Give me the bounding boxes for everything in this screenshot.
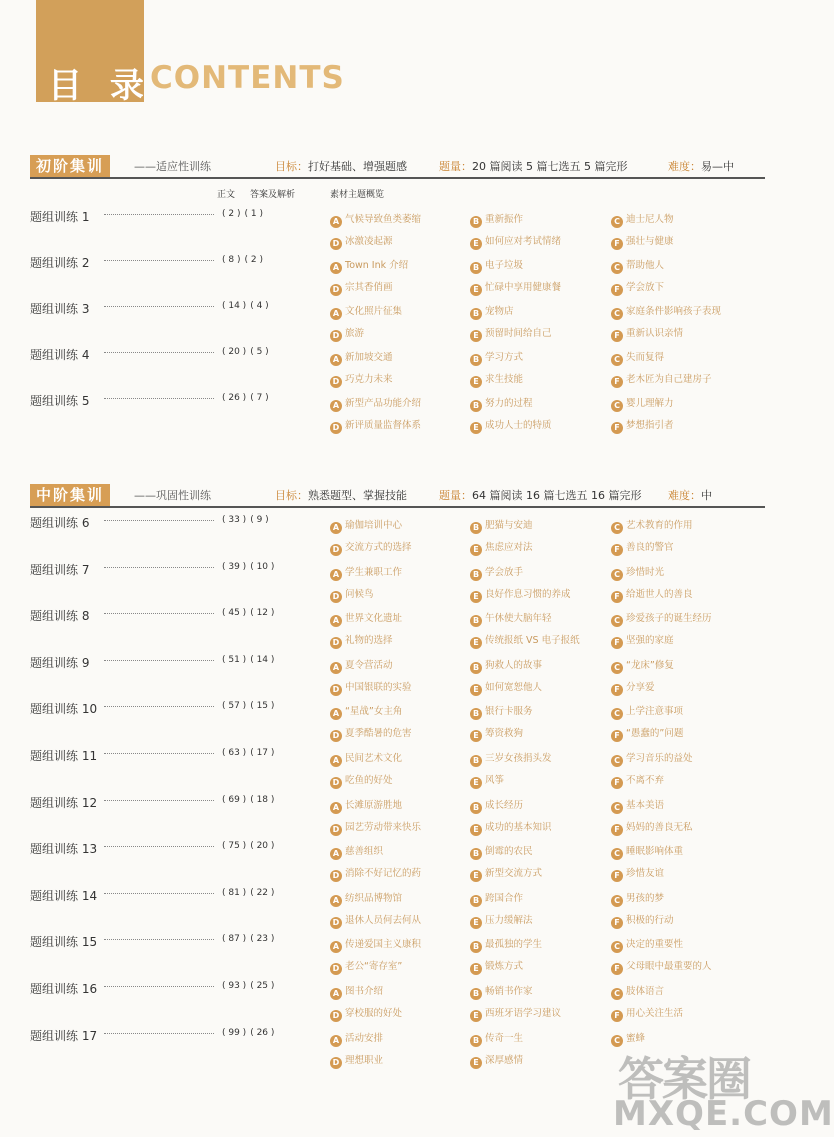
letter-badge: F xyxy=(611,376,623,388)
topic-item: C 决定的重要性 xyxy=(611,936,683,953)
watermark-logo: 答案圈 xyxy=(618,1052,750,1106)
topic-item: B 狗救人的故事 xyxy=(470,657,542,674)
toc-row-name: 题组训练 8 xyxy=(30,609,90,624)
letter-badge: E xyxy=(470,684,482,696)
topic-item: C 学习音乐的益处 xyxy=(611,750,693,767)
letter-badge: E xyxy=(470,376,482,388)
topic-item: E 深厚感情 xyxy=(470,1052,523,1069)
letter-badge: D xyxy=(330,730,342,742)
topic-item: D 巧克力未来 xyxy=(330,371,393,388)
letter-badge: C xyxy=(611,615,623,627)
letter-badge: E xyxy=(470,777,482,789)
topic-item: F 父母眼中最重要的人 xyxy=(611,958,712,975)
page-numbers: ( 69 ) ( 18 ) xyxy=(222,794,275,805)
topic-item: B 银行卡服务 xyxy=(470,703,533,720)
topic-item: E 成功人士的特质 xyxy=(470,417,552,434)
toc-row-name: 题组训练 2 xyxy=(30,256,90,270)
topic-item: C 基本美语 xyxy=(611,797,664,814)
topic-item: A 文化照片征集 xyxy=(330,303,402,320)
topic-item: D 退休人员何去何从 xyxy=(330,912,421,929)
letter-badge: C xyxy=(611,1035,623,1047)
letter-badge: D xyxy=(330,637,342,649)
page-numbers: ( 81 ) ( 22 ) xyxy=(222,887,275,898)
topic-item: D 穿校服的好处 xyxy=(330,1005,402,1022)
dot-leader xyxy=(104,1033,214,1034)
letter-badge: F xyxy=(611,238,623,250)
page-numbers: ( 45 ) ( 12 ) xyxy=(222,608,275,619)
topic-item: B 跨国合作 xyxy=(470,890,523,907)
topic-item: E 新型交流方式 xyxy=(470,865,542,882)
section-difficulty: 难度：中 xyxy=(668,489,712,502)
toc-row-name: 题组训练 17 xyxy=(30,1028,98,1043)
page-numbers: ( 8 ) ( 2 ) xyxy=(222,255,263,265)
topic-item: C 家庭条件影响孩子表现 xyxy=(611,303,721,320)
topic-item: A Town Ink 介绍 xyxy=(330,257,408,274)
dot-leader xyxy=(104,613,214,614)
toc-row-name: 题组训练 9 xyxy=(30,655,90,670)
letter-badge: D xyxy=(330,1057,342,1069)
topic-item: E 如何宽恕他人 xyxy=(470,679,542,696)
topic-item: A 世界文化遗址 xyxy=(330,610,402,627)
letter-badge: C xyxy=(611,941,623,953)
toc-row-name: 题组训练 1 xyxy=(30,210,90,224)
letter-badge: E xyxy=(470,238,482,250)
topic-item: A 活动安排 xyxy=(330,1030,383,1047)
toc-row[interactable] xyxy=(0,933,790,977)
dot-leader xyxy=(104,800,214,801)
letter-badge: F xyxy=(611,284,623,296)
letter-badge: C xyxy=(611,708,623,720)
section-header xyxy=(30,155,765,179)
toc-row[interactable] xyxy=(0,840,790,884)
letter-badge: A xyxy=(330,522,342,534)
toc-row-name: 题组训练 5 xyxy=(30,394,90,408)
page-numbers: ( 87 ) ( 23 ) xyxy=(222,934,275,945)
toc-row-name: 题组训练 6 xyxy=(30,516,90,530)
topic-item: D 老公“寄存室” xyxy=(330,958,402,975)
letter-badge: F xyxy=(611,777,623,789)
letter-badge: C xyxy=(611,848,623,860)
letter-badge: E xyxy=(470,330,482,342)
section-subtitle: ——适应性训练 xyxy=(134,160,211,173)
section-goal: 目标：打好基础、增强题感 xyxy=(275,160,407,173)
dot-leader xyxy=(104,214,214,215)
topic-item: F 分享爱 xyxy=(611,679,655,696)
watermark-url: MXQE.COM xyxy=(613,1094,834,1134)
letter-badge: A xyxy=(330,662,342,674)
col-answers: 答案及解析 xyxy=(250,190,296,200)
letter-badge: B xyxy=(470,895,482,907)
dot-leader xyxy=(104,352,214,353)
page-numbers: ( 20 ) ( 5 ) xyxy=(222,347,269,357)
topic-item: A 瑜伽培训中心 xyxy=(330,517,402,534)
topic-item: B 肥猫与安迪 xyxy=(470,517,533,534)
topic-item: E 如何应对考试情绪 xyxy=(470,233,561,250)
dot-leader xyxy=(104,706,214,707)
letter-badge: F xyxy=(611,591,623,603)
letter-badge: F xyxy=(611,330,623,342)
letter-badge: D xyxy=(330,963,342,975)
letter-badge: F xyxy=(611,1010,623,1022)
topic-item: A 民间艺术文化 xyxy=(330,750,402,767)
dot-leader xyxy=(104,306,214,307)
topic-item: F 珍惜友谊 xyxy=(611,865,664,882)
topic-item: C 睡眠影响体重 xyxy=(611,843,683,860)
topic-item: B 学会放手 xyxy=(470,564,523,581)
letter-badge: B xyxy=(470,708,482,720)
letter-badge: D xyxy=(330,917,342,929)
dot-leader xyxy=(104,398,214,399)
topic-item: D 夏季酷暑的危害 xyxy=(330,725,412,742)
page-numbers: ( 14 ) ( 4 ) xyxy=(222,301,269,311)
toc-row-name: 题组训练 11 xyxy=(30,749,98,763)
topic-item: F 坚强的家庭 xyxy=(611,632,674,649)
letter-badge: F xyxy=(611,684,623,696)
topic-item: F 老木匠为自己建房子 xyxy=(611,371,712,388)
dot-leader xyxy=(104,893,214,894)
toc-row-name: 题组训练 13 xyxy=(30,842,98,857)
letter-badge: D xyxy=(330,870,342,882)
topic-item: B 电子垃圾 xyxy=(470,257,523,274)
letter-badge: E xyxy=(470,544,482,556)
topic-item: D 中国银联的实验 xyxy=(330,679,412,696)
toc-row-name: 题组训练 4 xyxy=(30,348,90,362)
letter-badge: B xyxy=(470,262,482,274)
page-numbers: ( 2 ) ( 1 ) xyxy=(222,209,263,219)
toc-row-name: 题组训练 16 xyxy=(30,982,98,996)
letter-badge: B xyxy=(470,569,482,581)
letter-badge: D xyxy=(330,777,342,789)
topic-item: A 夏令营活动 xyxy=(330,657,393,674)
topic-item: A 长滩原游胜地 xyxy=(330,797,402,814)
letter-badge: B xyxy=(470,308,482,320)
letter-badge: A xyxy=(330,569,342,581)
topic-item: D 问候鸟 xyxy=(330,586,374,603)
dot-leader xyxy=(104,846,214,847)
letter-badge: E xyxy=(470,917,482,929)
topic-item: F 学会放下 xyxy=(611,279,664,296)
letter-badge: C xyxy=(611,400,623,412)
toc-row-name: 题组训练 15 xyxy=(30,935,98,950)
topic-item: B 成长经历 xyxy=(470,797,523,814)
letter-badge: A xyxy=(330,1035,342,1047)
topic-item: D 消除不好记忆的药 xyxy=(330,865,421,882)
section-subtitle: ——巩固性训练 xyxy=(134,489,211,502)
topic-item: A 纺织品博物馆 xyxy=(330,890,402,907)
letter-badge: C xyxy=(611,522,623,534)
toc-row-name: 题组训练 12 xyxy=(30,795,98,810)
topic-item: B 午休使大脑年轻 xyxy=(470,610,552,627)
section-header xyxy=(30,484,765,508)
letter-badge: F xyxy=(611,730,623,742)
toc-row-name: 题组训练 7 xyxy=(30,562,90,577)
topic-item: E 压力缓解法 xyxy=(470,912,533,929)
letter-badge: D xyxy=(330,684,342,696)
letter-badge: B xyxy=(470,755,482,767)
toc-row[interactable] xyxy=(0,561,790,605)
dot-leader xyxy=(104,753,214,754)
letter-badge: C xyxy=(611,895,623,907)
topic-item: E 求生技能 xyxy=(470,371,523,388)
topic-item: B 倒霉的农民 xyxy=(470,843,533,860)
topic-item: E 筹资救狗 xyxy=(470,725,523,742)
col-topics: 素材主题概览 xyxy=(330,190,385,200)
dot-leader xyxy=(104,260,214,261)
column-headers xyxy=(0,187,790,201)
letter-badge: B xyxy=(470,802,482,814)
letter-badge: D xyxy=(330,376,342,388)
letter-badge: B xyxy=(470,400,482,412)
topic-item: E 锻炼方式 xyxy=(470,958,523,975)
toc-row[interactable] xyxy=(0,747,790,791)
topic-item: B 三岁女孩捐头发 xyxy=(470,750,552,767)
letter-badge: D xyxy=(330,544,342,556)
letter-badge: D xyxy=(330,238,342,250)
letter-badge: E xyxy=(470,730,482,742)
topic-item: B 传奇一生 xyxy=(470,1030,523,1047)
section-difficulty: 难度：易—中 xyxy=(668,160,734,173)
dot-leader xyxy=(104,520,214,521)
letter-badge: E xyxy=(470,1057,482,1069)
topic-item: D 交流方式的选择 xyxy=(330,539,412,556)
page-numbers: ( 57 ) ( 15 ) xyxy=(222,701,275,712)
letter-badge: F xyxy=(611,637,623,649)
topic-item: F 强壮与健康 xyxy=(611,233,674,250)
letter-badge: B xyxy=(470,522,482,534)
topic-item: A 气候导致鱼类萎缩 xyxy=(330,211,421,228)
toc-row[interactable] xyxy=(0,254,790,298)
toc-row-name: 题组训练 3 xyxy=(30,302,90,316)
topic-item: A 学生兼职工作 xyxy=(330,564,402,581)
toc-row-name: 题组训练 14 xyxy=(30,888,98,903)
topic-item: E 风筝 xyxy=(470,772,504,789)
letter-badge: B xyxy=(470,848,482,860)
page-numbers: ( 75 ) ( 20 ) xyxy=(222,841,275,852)
letter-badge: B xyxy=(470,216,482,228)
letter-badge: A xyxy=(330,400,342,412)
topic-item: C 珍爱孩子的诞生经历 xyxy=(611,610,712,627)
topic-item: C 艺术教育的作用 xyxy=(611,517,693,534)
letter-badge: A xyxy=(330,308,342,320)
page-numbers: ( 51 ) ( 14 ) xyxy=(222,654,275,665)
page-title-cn: 目 录 xyxy=(48,66,152,106)
letter-badge: D xyxy=(330,284,342,296)
topic-item: B 努力的过程 xyxy=(470,395,533,412)
letter-badge: A xyxy=(330,216,342,228)
topic-item: A 慈善组织 xyxy=(330,843,383,860)
letter-badge: F xyxy=(611,824,623,836)
letter-badge: D xyxy=(330,1010,342,1022)
topic-item: B 宠物店 xyxy=(470,303,514,320)
topic-item: A “星战”女主角 xyxy=(330,703,402,720)
col-zhengwen: 正文 xyxy=(217,190,236,200)
topic-item: C 珍惜时光 xyxy=(611,564,664,581)
letter-badge: A xyxy=(330,802,342,814)
page-numbers: ( 33 ) ( 9 ) xyxy=(222,515,269,525)
topic-item: E 焦虑应对法 xyxy=(470,539,533,556)
topic-item: B 畅销书作家 xyxy=(470,983,533,1000)
topic-item: A 新加坡交通 xyxy=(330,349,393,366)
topic-item: B 学习方式 xyxy=(470,349,523,366)
letter-badge: E xyxy=(470,591,482,603)
topic-item: C 婴儿理解力 xyxy=(611,395,674,412)
topic-item: E 传统报纸 VS 电子报纸 xyxy=(470,632,580,649)
topic-item: B 最孤独的学生 xyxy=(470,936,542,953)
letter-badge: D xyxy=(330,591,342,603)
topic-item: A 图书介绍 xyxy=(330,983,383,1000)
letter-badge: C xyxy=(611,216,623,228)
toc-row[interactable] xyxy=(0,346,790,390)
letter-badge: C xyxy=(611,802,623,814)
page-numbers: ( 93 ) ( 25 ) xyxy=(222,981,275,991)
topic-item: C 上学注意事项 xyxy=(611,703,683,720)
letter-badge: A xyxy=(330,848,342,860)
letter-badge: E xyxy=(470,824,482,836)
topic-item: A 新型产品功能介绍 xyxy=(330,395,421,412)
letter-badge: A xyxy=(330,895,342,907)
toc-row[interactable] xyxy=(0,654,790,698)
letter-badge: F xyxy=(611,870,623,882)
topic-item: B 重新振作 xyxy=(470,211,523,228)
page-numbers: ( 39 ) ( 10 ) xyxy=(222,561,275,572)
topic-item: E 西班牙语学习建议 xyxy=(470,1005,561,1022)
toc-row[interactable] xyxy=(0,980,790,1024)
letter-badge: B xyxy=(470,988,482,1000)
letter-badge: B xyxy=(470,662,482,674)
topic-item: C “龙床”修复 xyxy=(611,657,674,674)
letter-badge: B xyxy=(470,615,482,627)
letter-badge: C xyxy=(611,662,623,674)
topic-item: F 善良的警官 xyxy=(611,539,674,556)
letter-badge: A xyxy=(330,708,342,720)
topic-item: D 理想职业 xyxy=(330,1052,383,1069)
topic-item: A 传递爱国主义康积 xyxy=(330,936,421,953)
topic-item: D 冰激凌起源 xyxy=(330,233,393,250)
topic-item: C 帮助他人 xyxy=(611,257,664,274)
topic-item: E 成功的基本知识 xyxy=(470,819,552,836)
letter-badge: E xyxy=(470,637,482,649)
topic-item: F 不离不弃 xyxy=(611,772,664,789)
letter-badge: C xyxy=(611,308,623,320)
topic-item: F “愚蠢的”问题 xyxy=(611,725,683,742)
topic-item: D 新评质量监督体系 xyxy=(330,417,421,434)
topic-item: C 失而复得 xyxy=(611,349,664,366)
letter-badge: A xyxy=(330,941,342,953)
letter-badge: E xyxy=(470,870,482,882)
toc-row[interactable] xyxy=(0,700,790,744)
topic-item: F 梦想指引者 xyxy=(611,417,674,434)
topic-item: E 忙碌中享用健康餐 xyxy=(470,279,561,296)
topic-item: C 男孩的梦 xyxy=(611,890,664,907)
toc-row[interactable] xyxy=(0,392,790,436)
letter-badge: E xyxy=(470,1010,482,1022)
section-amount: 题量：64 篇阅读 16 篇七选五 16 篇完形 xyxy=(439,489,642,502)
section-label: 初阶集训 xyxy=(30,155,110,177)
topic-item: E 预留时间给自己 xyxy=(470,325,552,342)
letter-badge: B xyxy=(470,941,482,953)
letter-badge: F xyxy=(611,422,623,434)
toc-row-name: 题组训练 10 xyxy=(30,702,98,717)
toc-row[interactable] xyxy=(0,514,790,558)
topic-item: C 迪士尼人物 xyxy=(611,211,674,228)
letter-badge: E xyxy=(470,284,482,296)
topic-item: D 园艺劳动带来快乐 xyxy=(330,819,421,836)
toc-row[interactable] xyxy=(0,208,790,252)
letter-badge: C xyxy=(611,988,623,1000)
letter-badge: C xyxy=(611,569,623,581)
topic-item: D 吃鱼的好处 xyxy=(330,772,393,789)
letter-badge: D xyxy=(330,330,342,342)
letter-badge: A xyxy=(330,615,342,627)
section-label: 中阶集训 xyxy=(30,484,110,506)
topic-item: D 礼物的选择 xyxy=(330,632,393,649)
letter-badge: F xyxy=(611,544,623,556)
letter-badge: A xyxy=(330,354,342,366)
toc-row[interactable] xyxy=(0,300,790,344)
dot-leader xyxy=(104,660,214,661)
page-numbers: ( 63 ) ( 17 ) xyxy=(222,748,275,758)
dot-leader xyxy=(104,939,214,940)
topic-item: F 积极的行动 xyxy=(611,912,674,929)
dot-leader xyxy=(104,567,214,568)
letter-badge: F xyxy=(611,917,623,929)
topic-item: E 良好作息习惯的养成 xyxy=(470,586,571,603)
letter-badge: A xyxy=(330,988,342,1000)
letter-badge: C xyxy=(611,262,623,274)
toc-row[interactable] xyxy=(0,794,790,838)
letter-badge: B xyxy=(470,354,482,366)
topic-item: D 宗其香俏画 xyxy=(330,279,393,296)
letter-badge: B xyxy=(470,1035,482,1047)
topic-item: F 妈妈的善良无私 xyxy=(611,819,693,836)
topic-item: D 旅游 xyxy=(330,325,364,342)
topic-item: C 肢体语言 xyxy=(611,983,664,1000)
letter-badge: C xyxy=(611,755,623,767)
letter-badge: F xyxy=(611,963,623,975)
toc-row[interactable] xyxy=(0,887,790,931)
page-numbers: ( 99 ) ( 26 ) xyxy=(222,1027,275,1038)
section-amount: 题量：20 篇阅读 5 篇七选五 5 篇完形 xyxy=(439,160,628,173)
letter-badge: E xyxy=(470,422,482,434)
topic-item: F 用心关注生活 xyxy=(611,1005,683,1022)
letter-badge: E xyxy=(470,963,482,975)
letter-badge: A xyxy=(330,262,342,274)
page-numbers: ( 26 ) ( 7 ) xyxy=(222,393,269,403)
topic-item: F 给逝世人的善良 xyxy=(611,586,693,603)
letter-badge: C xyxy=(611,354,623,366)
topic-item: F 重新认识亲情 xyxy=(611,325,683,342)
section-goal: 目标：熟悉题型、掌握技能 xyxy=(275,489,407,502)
topic-item: C 蜜蜂 xyxy=(611,1030,645,1047)
letter-badge: D xyxy=(330,824,342,836)
dot-leader xyxy=(104,986,214,987)
toc-row[interactable] xyxy=(0,607,790,651)
letter-badge: A xyxy=(330,755,342,767)
letter-badge: D xyxy=(330,422,342,434)
page-title-en: CONTENTS xyxy=(150,60,345,96)
